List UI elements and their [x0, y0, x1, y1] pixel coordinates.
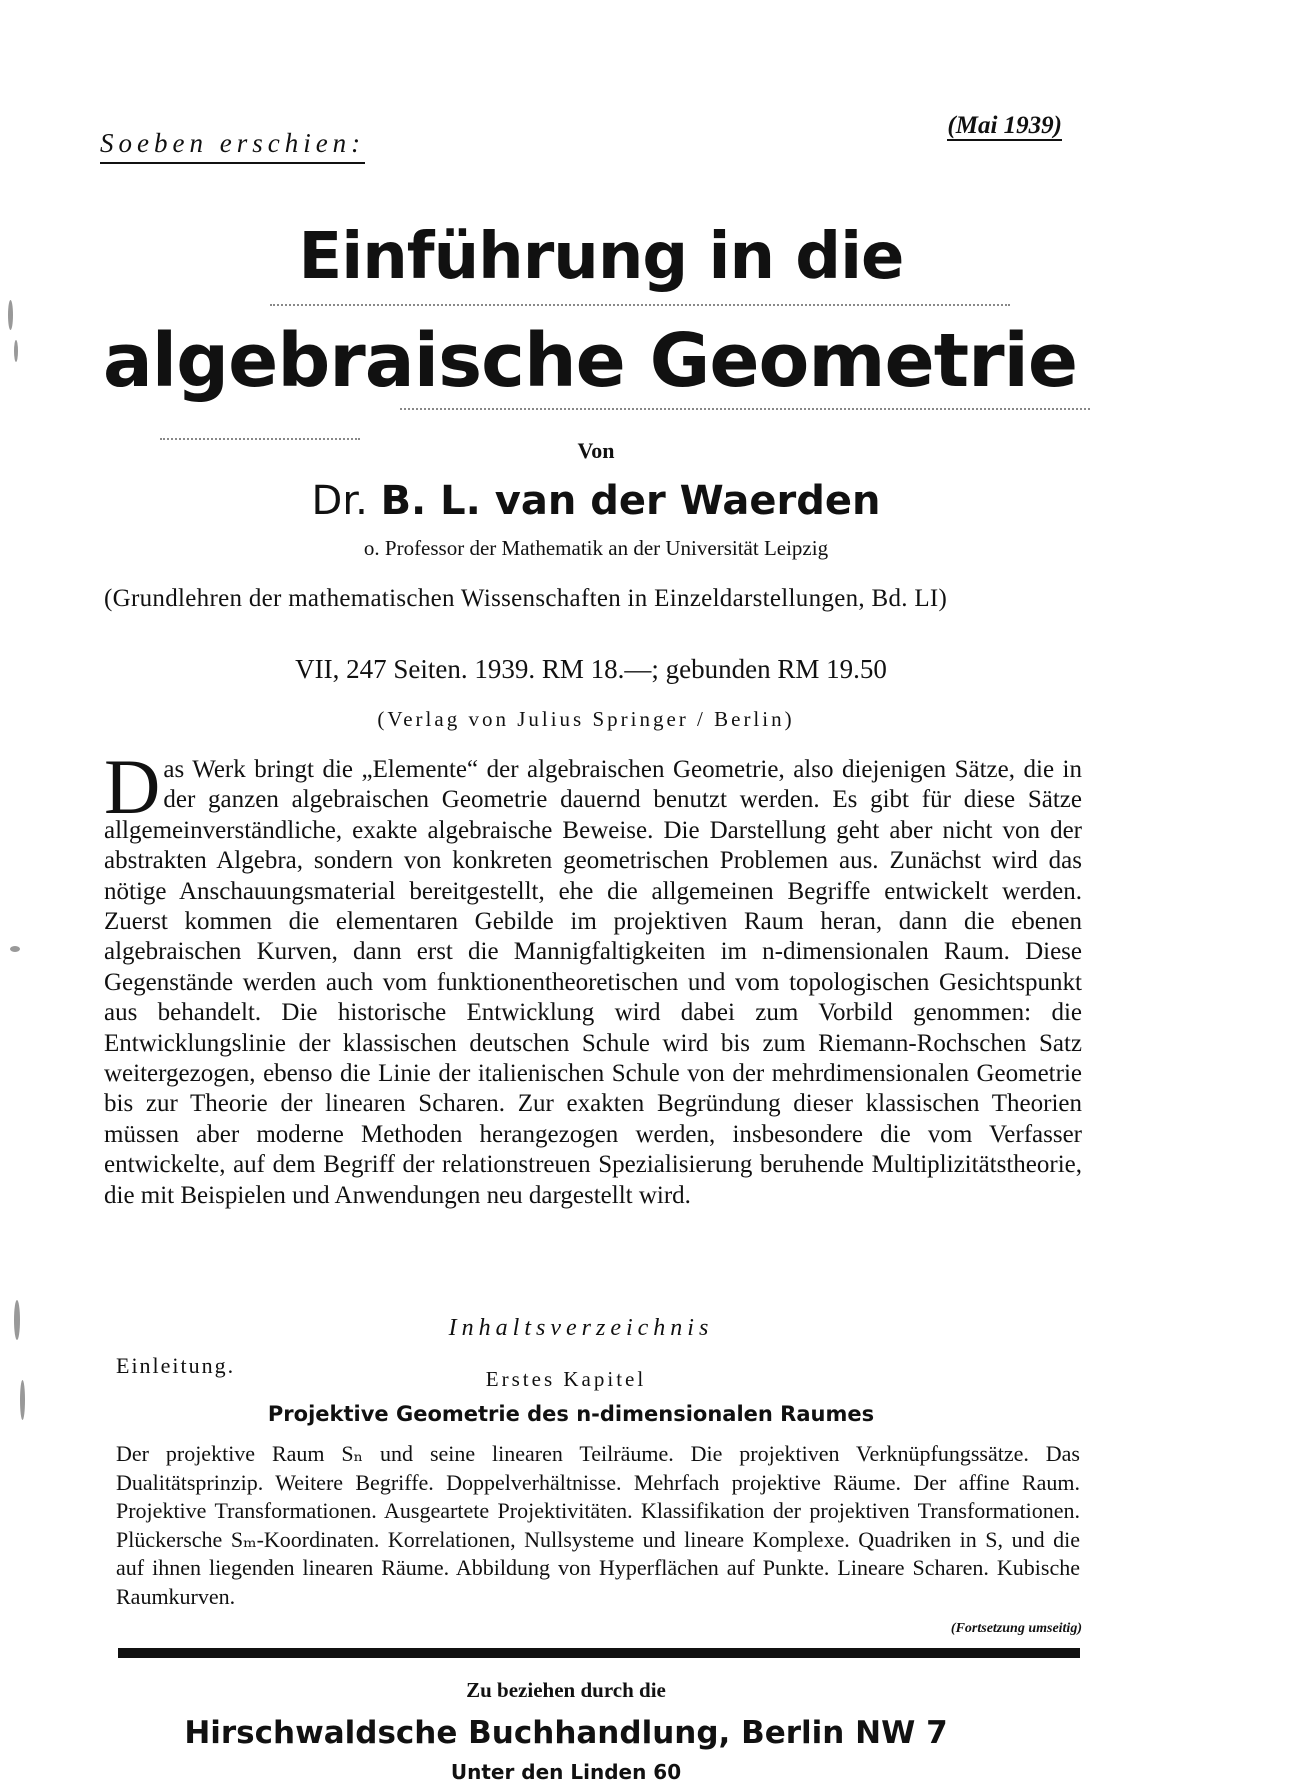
toc-heading: Inhaltsverzeichnis [448, 1315, 714, 1341]
pricing-line: VII, 247 Seiten. 1939. RM 18.—; gebunden RM 19.50 [295, 654, 887, 684]
publication-date [947, 112, 1062, 140]
chapter-title: Projektive Geometrie des n-dimensionalen Raumes [267, 1402, 875, 1426]
decorative-line [400, 408, 1090, 410]
distributor-address: Unter den Linden 60 [450, 1760, 682, 1784]
publisher-line: (Verlag von Julius Springer / Berlin) [377, 707, 795, 731]
description-text: as Werk bringt die „Elemente“ der algebraischen Geometrie, also diejenigen Sätze, die in der ganzen algebraischen Geometrie dauernd benutzt werden. Es gibt für diese Sätze allgemeinverständliche, exakte algebraische Beweise. Die Darstellung geht aber nicht von der abstrakten Algebra, sondern von konkreten geometrischen Problemen aus. Zunächst wird das nötige Anschauungsmaterial bereitgestellt, ehe die allgemeinen Begriffe entwickelt werden. Zuerst kommen die elementaren Gebilde im projektiven Raum heran, dann die ebenen algebraischen Kurven, dann erst die Mannigfaltigkeiten im n-dimensionalen Raum. Diese Gegenstände werden auch vom funktionentheoretischen und vom topologischen Gesichtspunkt aus behandelt. Die historische Entwicklung wird dabei zum Vorbild genommen: die Entwicklungslinie der klassischen deutschen Schule wird bis zum Riemann-Rochschen Satz weitergezogen, ebenso die Linie der italienischen Schule von der mehrdimensionalen Geometrie bis zur Theorie der linearen Scharen. Zur exakten Begründung dieser klassischen Theorien müssen aber moderne Methoden herangezogen werden, insbesondere die vom Verfasser entwickelte, auf dem Begriff der relationstreuen Spezialisierung beruhende Multiplizitätstheorie, die mit Beispielen und Anwendungen neu dargestellt wird. [104, 756, 1082, 1209]
distributor-name: Hirschwaldsche Buchhandlung, Berlin NW 7 [184, 1715, 948, 1751]
divider-rule [118, 1648, 1080, 1658]
drop-cap: D [104, 743, 161, 830]
author-affiliation: o. Professor der Mathematik an der Universität Leipzig [363, 536, 829, 560]
chapter-contents: Der projektive Raum Sₙ und seine linearen Teilräume. Die projektiven Verknüpfungssätze. Das Dualitätsprinzip. Weitere Begriffe. Doppelverhältnisse. Mehrfach projektive Räume. Der affine Raum. Projektive Transformationen. Ausgeartete Projektivitäten. Klassifikation der projektiven Transformationen. Plückersche Sₘ-Koordinaten. Korrelationen, Nullsysteme und lineare Komplexe. Quadriken in S, und die auf ihnen liegenden linearen Räume. Abbildung von Hyperflächen auf Punkte. Lineare Scharen. Kubische Raumkurven. [116, 1441, 1080, 1609]
date-text: (Mai 1939) [947, 112, 1062, 139]
title-line-2: algebraische Geometrie [102, 318, 1078, 404]
scan-speck [10, 946, 20, 952]
title-line-1: Einführung in die [298, 220, 904, 294]
continued-note: (Fortsetzung umseitig) [950, 1621, 1082, 1636]
series-note: (Grundlehren der mathematischen Wissenschaften in Einzeldarstellungen, Bd. LI) [104, 585, 948, 612]
scan-speck [8, 300, 13, 330]
description-paragraph [104, 743, 1082, 1211]
toc-introduction: Einleitung. [116, 1353, 236, 1378]
announcement-label: Soeben erschien: [100, 128, 365, 164]
author-title: Dr. [311, 478, 368, 524]
decorative-line [270, 304, 1010, 306]
distributor-intro: Zu beziehen durch die [466, 1678, 666, 1702]
scan-speck [14, 340, 18, 362]
byline-von: Von [577, 438, 615, 463]
author-name [0, 478, 1312, 524]
author-fullname: B. L. van der Waerden [380, 478, 881, 524]
chapter-label: Erstes Kapitel [485, 1367, 647, 1391]
